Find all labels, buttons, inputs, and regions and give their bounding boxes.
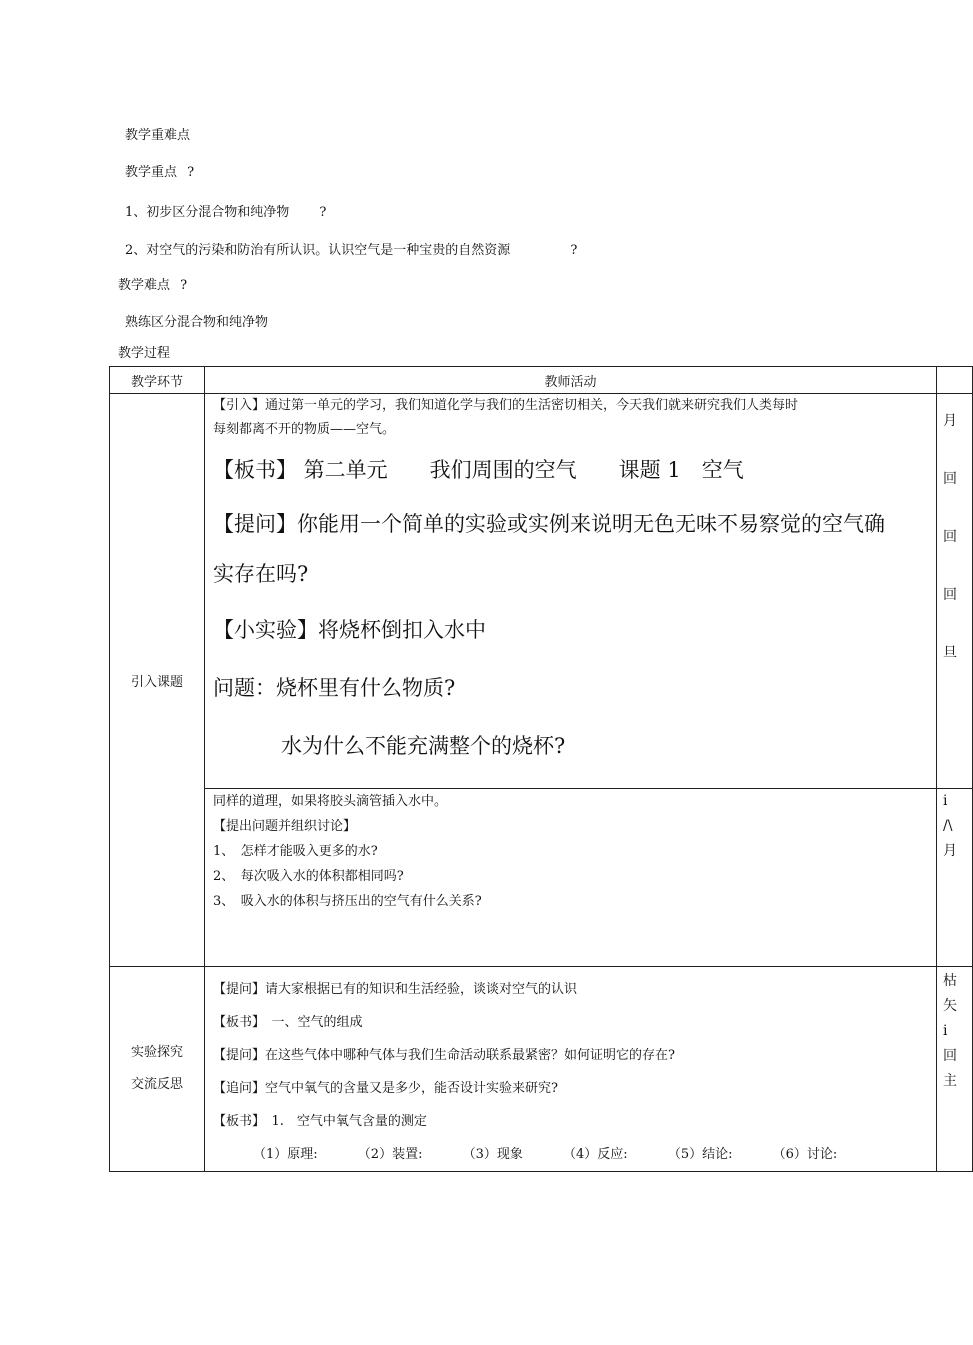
cut-fragment: i (943, 793, 948, 809)
process-title: 教学过程 (118, 346, 171, 361)
placeholder-mark: ? (187, 165, 195, 180)
activity-line: 【板书】 一、空气的组成 (213, 1015, 363, 1030)
heading-key-difficult: 教学重难点 (125, 128, 191, 143)
difficult-point-1: 熟练区分混合物和纯净物 (125, 315, 269, 330)
cut-fragment: 主 (943, 1073, 957, 1089)
cut-fragment: 月 (943, 843, 957, 859)
problem-line-1: 问题：烧杯里有什么物质? (213, 676, 456, 700)
key-point-2-text: 2、对空气的污染和防治有所认识。认识空气是一种宝贵的自然资源 (125, 243, 511, 258)
discussion-line: 1、 怎样才能吸入更多的水? (213, 844, 378, 859)
dropper-discussion-cell (205, 789, 937, 967)
discussion-line: 【提出问题并组织讨论】 (213, 819, 357, 834)
placeholder-mark: ? (319, 205, 327, 220)
stage-label-line-2: 交流反思 (130, 1077, 183, 1092)
option-phenomenon: （3）现象 (462, 1147, 523, 1162)
cut-fragment: /\ (943, 818, 953, 834)
cut-fragment: 回 (943, 1048, 957, 1064)
intro-activity-cell (205, 394, 937, 789)
cut-fragment: 回 (943, 529, 957, 545)
cut-fragment: 月 (943, 413, 957, 429)
placeholder-mark: ? (180, 278, 188, 293)
placeholder-mark: ? (570, 243, 578, 258)
header-stage: 教学环节 (110, 367, 205, 394)
activity-line: 【板书】 1. 空气中氧气含量的测定 (213, 1114, 427, 1129)
option-discussion: （6）讨论: (772, 1147, 838, 1162)
intro-line-1: 【引入】通过第一单元的学习，我们知道化学与我们的生活密切相关，今天我们就来研究我们人类每时 (213, 398, 799, 413)
header-cut-off (937, 367, 973, 394)
teaching-process-table (109, 366, 973, 1172)
activity-line: 【提问】请大家根据已有的知识和生活经验，谈谈对空气的认识 (213, 982, 578, 997)
question-line-1: 【提问】你能用一个简单的实验或实例来说明无色无味不易察觉的空气确 (213, 512, 885, 536)
cut-fragment: i (943, 1023, 948, 1039)
cut-fragment: 旦 (943, 645, 957, 661)
intro-line-2: 每刻都离不开的物质——空气。 (213, 422, 396, 437)
option-reaction: （4）反应: (563, 1147, 628, 1162)
key-points-title (125, 161, 194, 180)
option-apparatus: （2）装置: (357, 1147, 423, 1162)
key-point-2 (125, 239, 577, 258)
cut-off-cell-2 (937, 789, 973, 967)
experiment-line: 【小实验】将烧杯倒扣入水中 (213, 618, 486, 642)
difficult-points-label: 教学难点 (118, 278, 171, 293)
stage-experiment-label (110, 967, 205, 1172)
question-line-2: 实存在吗? (213, 562, 309, 586)
experiment-activity-cell (205, 967, 937, 1172)
key-point-1 (125, 201, 326, 220)
option-conclusion: （5）结论: (667, 1147, 733, 1162)
cut-off-cell-3 (937, 967, 973, 1172)
discussion-line: 同样的道理，如果将胶头滴管插入水中。 (213, 794, 448, 809)
discussion-line: 2、 每次吸入水的体积都相同吗? (213, 869, 404, 884)
measurement-options (205, 1138, 936, 1171)
key-points-label: 教学重点 (125, 165, 178, 180)
activity-line: 【追问】空气中氧气的含量又是多少，能否设计实验来研究? (213, 1081, 558, 1096)
key-point-1-text: 1、初步区分混合物和纯净物 (125, 205, 290, 220)
cut-fragment: 回 (943, 587, 957, 603)
stage-label-line-1: 实验探究 (130, 1045, 183, 1060)
board-title: 【板书】 第二单元 我们周围的空气 课题 1 空气 (213, 458, 744, 482)
discussion-line: 3、 吸入水的体积与挤压出的空气有什么关系? (213, 894, 482, 909)
header-teacher-activity: 教师活动 (205, 367, 937, 394)
activity-line: 【提问】在这些气体中哪种气体与我们生命活动联系最紧密？如何证明它的存在? (213, 1048, 675, 1063)
difficult-points-title (118, 274, 187, 293)
cut-fragment: 回 (943, 471, 957, 487)
problem-line-2: 水为什么不能充满整个的烧杯? (281, 734, 566, 758)
cut-fragment: 枯 (943, 973, 957, 989)
stage-intro-label: 引入课题 (110, 394, 205, 967)
option-principle: （1）原理: (253, 1147, 318, 1162)
cut-fragment: 矢 (943, 998, 957, 1014)
cut-off-cell-1 (937, 394, 973, 789)
